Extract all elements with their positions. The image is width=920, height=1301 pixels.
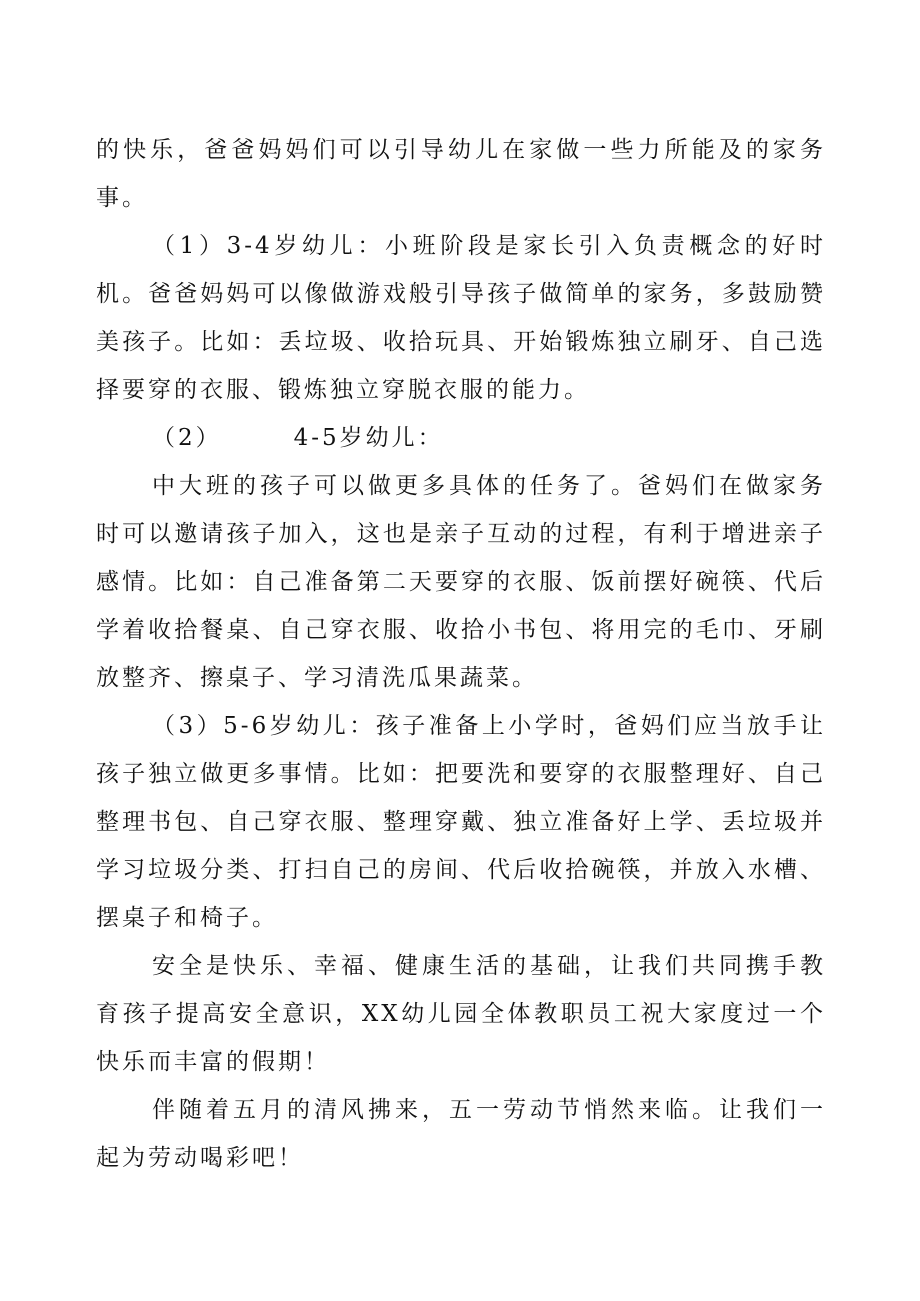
heading-text: 4-5岁幼儿： (293, 425, 444, 451)
paragraph-closing: 伴随着五月的清风拂来，五一劳动节悄然来临。让我们一起为劳动喝彩吧！ (96, 1097, 826, 1171)
document-body (96, 126, 826, 1182)
paragraph-continuation: 的快乐，爸爸妈妈们可以引导幼儿在家做一些力所能及的家务事。 (96, 137, 826, 211)
paragraph-safety: 安全是快乐、幸福、健康生活的基础，让我们共同携手教育孩子提高安全意识，XX幼儿园全体教职员工祝大家度过一个快乐而丰富的假期！ (96, 953, 826, 1075)
heading-age-4-5 (96, 414, 826, 462)
paragraph-age-4-5: 中大班的孩子可以做更多具体的任务了。爸妈们在做家务时可以邀请孩子加入，这也是亲子互动的过程，有利于增进亲子感情。比如：自己准备第二天要穿的衣服、饭前摆好碗筷、代后学着收拾餐桌、自己穿衣服、收拾小书包、将用完的毛巾、牙刷放整齐、擦桌子、学习清洗瓜果蔬菜。 (96, 473, 826, 691)
list-label: （2） (152, 425, 222, 451)
paragraph-age-5-6: （3）5-6岁幼儿：孩子准备上小学时，爸妈们应当放手让孩子独立做更多事情。比如：把要洗和要穿的衣服整理好、自己整理书包、自己穿衣服、整理穿戴、独立准备好上学、丢垃圾并学习垃圾分类、打扫自己的房间、代后收拾碗筷，并放入水槽、摆桌子和椅子。 (96, 713, 826, 931)
paragraph-age-3-4: （1）3-4岁幼儿：小班阶段是家长引入负责概念的好时机。爸爸妈妈可以像做游戏般引导孩子做简单的家务，多鼓励赞美孩子。比如：丢垃圾、收拾玩具、开始锻炼独立刷牙、自己选择要穿的衣服、锻炼独立穿脱衣服的能力。 (96, 233, 826, 403)
